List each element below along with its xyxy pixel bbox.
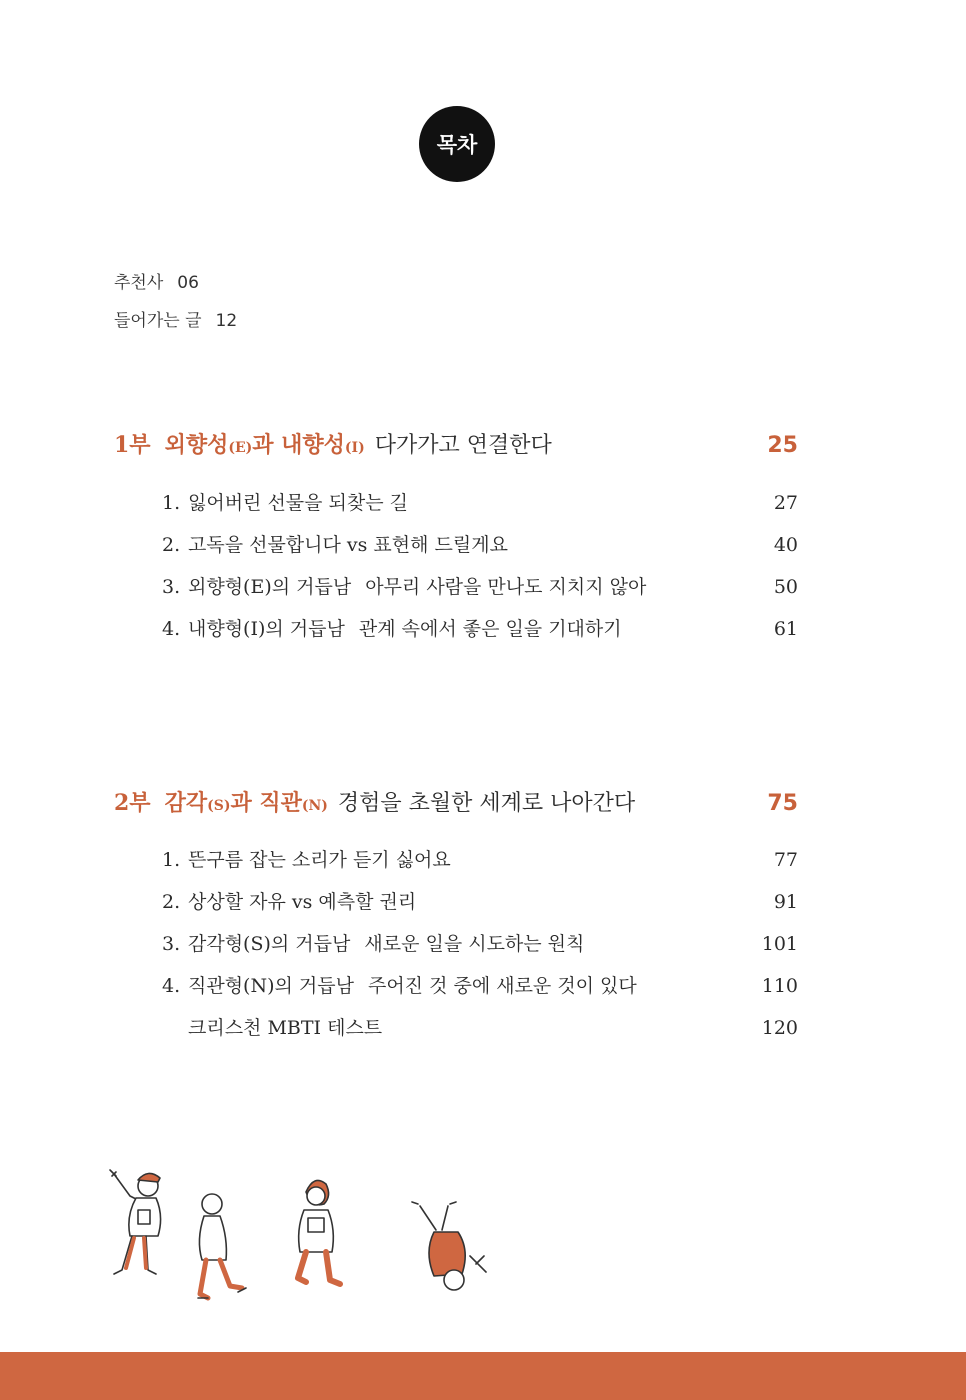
chapter-number: 2. bbox=[162, 534, 181, 556]
chapter-title: 고독을 선물합니다 vs 표현해 드릴게요 bbox=[188, 534, 508, 556]
chapter-number: 4. bbox=[162, 975, 181, 997]
part-title: 감각(S)과 직관(N) bbox=[164, 790, 328, 816]
part-number: 1부 bbox=[114, 432, 151, 458]
chapter-page: 50 bbox=[773, 576, 798, 598]
chapter-row[interactable] bbox=[162, 929, 798, 959]
characters-illustration bbox=[100, 1160, 500, 1310]
front-item-intro[interactable] bbox=[114, 306, 237, 331]
chapter-page: 120 bbox=[761, 1017, 798, 1039]
part-2-heading[interactable] bbox=[114, 786, 798, 822]
chapter-page: 91 bbox=[773, 891, 798, 913]
part-1-heading[interactable] bbox=[114, 428, 798, 464]
chapter-title: 크리스천 MBTI 테스트 bbox=[188, 1017, 383, 1039]
chapter-number: 1. bbox=[162, 492, 181, 514]
front-item-page: 12 bbox=[215, 311, 238, 331]
chapter-row[interactable] bbox=[162, 887, 798, 917]
toc-badge bbox=[419, 106, 495, 182]
toc-badge-label: 목차 bbox=[436, 133, 478, 157]
chapter-title: 상상할 자유 vs 예측할 권리 bbox=[188, 891, 417, 913]
chapter-row[interactable] bbox=[162, 971, 798, 1001]
chapter-subtitle: 관계 속에서 좋은 일을 기대하기 bbox=[358, 618, 622, 640]
chapter-row[interactable] bbox=[162, 572, 798, 602]
chapter-title: 뜬구름 잡는 소리가 듣기 싫어요 bbox=[188, 849, 451, 871]
chapter-page: 101 bbox=[761, 933, 798, 955]
chapter-title: 직관형(N)의 거듭남 bbox=[188, 975, 354, 997]
chapter-page: 27 bbox=[773, 492, 798, 514]
chapter-row[interactable] bbox=[162, 1013, 798, 1043]
chapter-number: 3. bbox=[162, 576, 181, 598]
bottom-color-bar bbox=[0, 1352, 966, 1400]
box-holding-figure bbox=[298, 1180, 340, 1284]
front-item-title: 추천사 bbox=[114, 273, 164, 293]
front-item-page: 06 bbox=[177, 273, 199, 293]
chapter-subtitle: 아무리 사람을 만나도 지치지 않아 bbox=[365, 576, 647, 598]
part-page: 75 bbox=[767, 791, 798, 816]
chapter-subtitle: 주어진 것 중에 새로운 것이 있다 bbox=[367, 975, 637, 997]
part-number: 2부 bbox=[114, 790, 151, 816]
chapter-row[interactable] bbox=[162, 845, 798, 875]
chapter-title: 잃어버린 선물을 되찾는 길 bbox=[188, 492, 409, 514]
walking-figure bbox=[198, 1194, 246, 1298]
part-page: 25 bbox=[767, 433, 798, 458]
chapter-number: 1. bbox=[162, 849, 181, 871]
chapter-page: 40 bbox=[773, 534, 798, 556]
chapter-page: 61 bbox=[773, 618, 798, 640]
chapter-title: 외향형(E)의 거듭남 bbox=[188, 576, 352, 598]
chapter-row[interactable] bbox=[162, 614, 798, 644]
chapter-title: 내향형(I)의 거듭남 bbox=[188, 618, 345, 640]
chapter-number: 3. bbox=[162, 933, 181, 955]
chapter-number: 2. bbox=[162, 891, 181, 913]
part-subtitle: 경험을 초월한 세계로 나아간다 bbox=[337, 791, 636, 816]
part-title: 외향성(E)과 내향성(I) bbox=[164, 432, 365, 458]
chapter-title: 감각형(S)의 거듭남 bbox=[188, 933, 351, 955]
chapter-page: 77 bbox=[773, 849, 798, 871]
part-subtitle: 다가가고 연결한다 bbox=[374, 433, 552, 458]
front-item-recommendation[interactable] bbox=[114, 268, 199, 293]
chapter-subtitle: 새로운 일을 시도하는 원칙 bbox=[364, 933, 585, 955]
chapter-row[interactable] bbox=[162, 530, 798, 560]
front-item-title: 들어가는 글 bbox=[114, 311, 202, 331]
chapter-row[interactable] bbox=[162, 488, 798, 518]
chapter-page: 110 bbox=[761, 975, 798, 997]
pointing-figure bbox=[110, 1170, 161, 1274]
chapter-number: 4. bbox=[162, 618, 181, 640]
upside-down-figure bbox=[412, 1202, 486, 1290]
